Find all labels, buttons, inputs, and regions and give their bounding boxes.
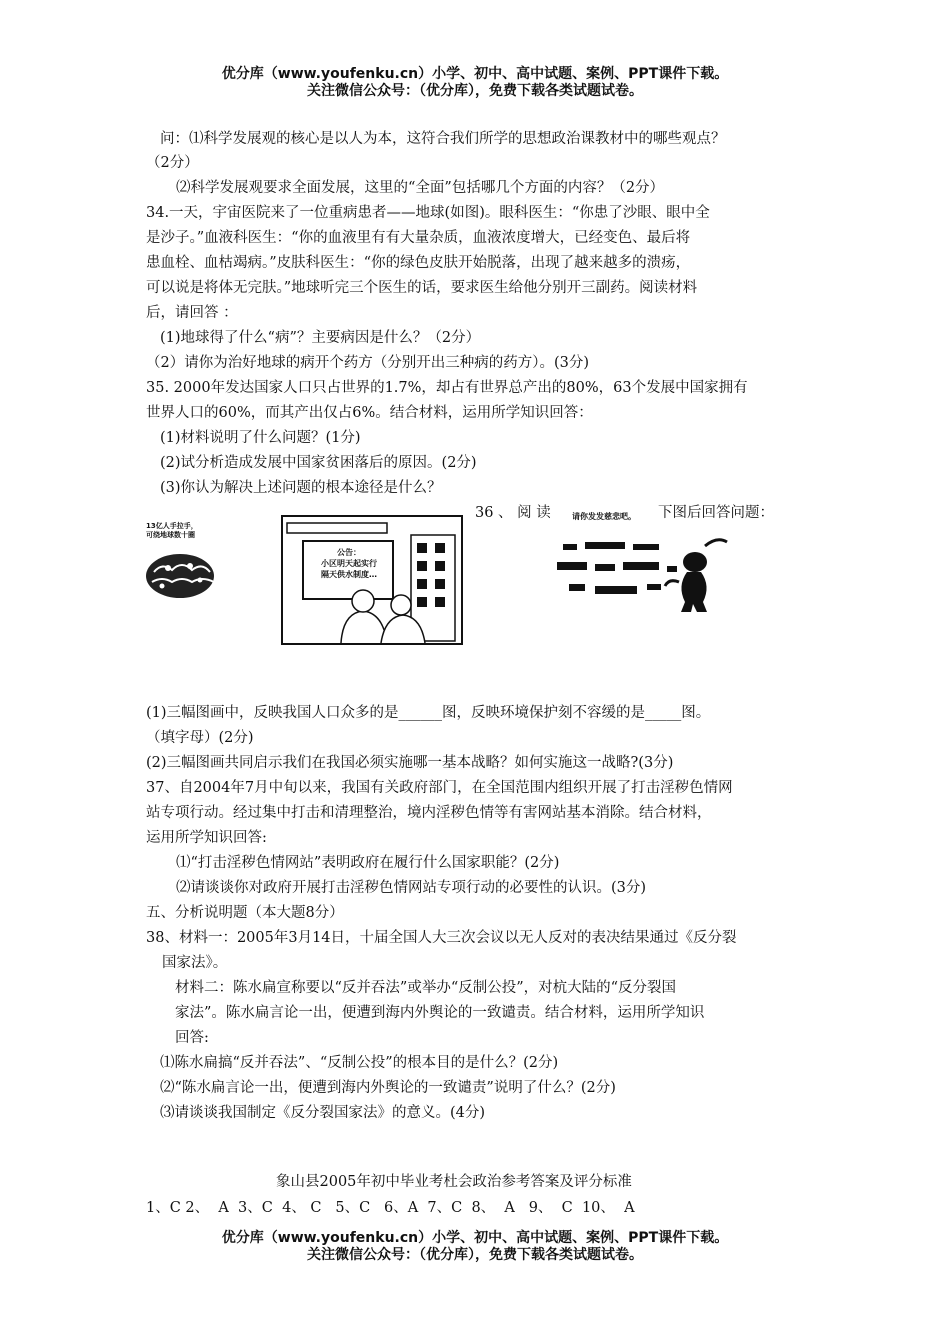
q37-sub2: ⑵请谈谈你对政府开展打击淫秽色情网站专项行动的必要性的认识。(3分) [176,880,647,896]
crying-earth-icon [555,532,775,614]
q33-sub2: ⑵科学发展观要求全面发展，这里的“全面”包括哪几个方面的内容？（2分） [176,180,665,196]
q38-line1: 38、材料一：2005年3月14日，十届全国人大三次会议以无人反对的表决结果通过《反分裂 [146,930,737,946]
answer-key-row: 1、C 2、 A 3、C 4、 C 5、C 6、A 7、C 8、 A 9、 C 10、 A [146,1200,635,1216]
q36-sub2: (2)三幅图画共同启示我们在我国必须实施哪一基本战略？如何实施这一战略?(3分) [146,755,674,771]
q38-sub2: ⑵“陈水扁言论一出，便遭到海内外舆论的一致谴责”说明了什么？(2分) [160,1080,616,1096]
notice-line-1: 小区明天起实行 [321,559,377,568]
header-banner [0,66,950,100]
banner-line-1: 优分库（www.youfenku.cn）小学、初中、高中试题、案例、PPT课件下载。 [221,66,729,82]
notice-title: 公告： [337,548,361,557]
q37-line3: 运用所学知识回答: [146,830,267,846]
notice-board-icon [281,515,463,645]
q35-line2: 世界人口的60%，而其产出仅占6%。结合材料，运用所学知识回答： [146,405,593,421]
q36-prefix: 36 、 阅 读 [475,505,551,521]
figure-a-caption-1: 13亿人手拉手， [146,522,198,530]
section-5-heading: 五、分析说明题（本大题8分） [146,905,344,921]
figure-a-caption-2: 可绕地球数十圈 [146,531,195,539]
q38-material2-line2: 家法”。陈水扁言论一出，便遭到海内外舆论的一致谴责。结合材料，运用所学知识 [175,1005,705,1021]
q35-sub1: (1)材料说明了什么问题？(1分) [160,430,361,446]
q34-sub1: (1)地球得了什么“病”？主要病因是什么？（2分） [160,330,481,346]
q34-line5: 后，请回答 ： [146,305,238,321]
q38-material2-line1: 材料二：陈水扁宣称要以“反并吞法”或举办“反制公投”，对杭大陆的“反分裂国 [175,980,677,996]
q34-line2: 是沙子。”血液科医生：“你的血液里有有大量杂质，血液浓度增大，已经变色、最后将 [146,230,691,246]
q33-sub1-score: （2分） [146,155,199,171]
figure-c-caption: 请你发发慈悲吧。 [572,512,636,521]
q36-sub1-note: （填字母）(2分) [146,730,254,746]
figure-a-population [138,522,228,600]
q38-line2: 国家法》。 [162,955,228,971]
banner-line-2: 关注微信公众号：（优分库），免费下载各类试题试卷。 [307,83,643,99]
footer-banner [0,1230,950,1264]
q37-line1: 37、自2004年7月中旬以来，我国有关政府部门，在全国范围内组织开展了打击淫秽色情网 [146,780,733,796]
q34-line1: 34.一天，宇宙医院来了一位重病患者——地球(如图)。眼科医生：“你患了沙眼、眼中全 [146,205,710,221]
footer-line-1: 优分库（www.youfenku.cn）小学、初中、高中试题、案例、PPT课件下载。 [221,1230,729,1246]
q37-line2: 站专项行动。经过集中打击和清理整治，境内淫秽色情等有害网站基本消除。结合材料， [146,805,712,821]
footer-line-2: 关注微信公众号：（优分库），免费下载各类试题试卷。 [307,1247,643,1263]
q38-sub3: ⑶请谈谈我国制定《反分裂国家法》的意义。(4分) [160,1105,486,1121]
q35-sub3: (3)你认为解决上述问题的根本途径是什么？ [160,480,442,496]
q34-line4: 可以说是将体无完肤。”地球听完三个医生的话，要求医生给他分别开三副药。阅读材料 [146,280,698,296]
figure-c-earth-plea [555,532,775,614]
q37-sub1: ⑴“打击淫秽色情网站”表明政府在履行什么国家职能？(2分) [176,855,560,871]
q36-suffix: 下图后回答问题： [658,505,774,521]
answer-key-title: 象山县2005年初中毕业考杜会政治参考答案及评分标准 [276,1174,632,1190]
notice-line-2: 隔天供水制度… [321,570,377,579]
figure-b-water-notice [281,515,463,645]
q35-sub2: (2)试分析造成发展中国家贫困落后的原因。(2分) [160,455,477,471]
q35-line1: 35. 2000年发达国家人口只占世界的1.7%，却占有世界总产出的80%，63个发展中国家拥有 [146,380,748,396]
q38-material2-line3: 回答: [175,1030,209,1046]
globe-crowd-icon [138,522,228,600]
q38-sub1: ⑴陈水扁搞“反并吞法”、“反制公投”的根本目的是什么？(2分) [160,1055,559,1071]
q34-sub2: （2）请你为治好地球的病开个药方（分别开出三种病的药方）。(3分) [146,355,590,371]
q34-line3: 患血栓、血枯竭病。”皮肤科医生：“你的绿色皮肤开始脱落，出现了越来越多的溃疡， [146,255,691,271]
q36-sub1: (1)三幅图画中，反映我国人口众多的是______图，反映环境保护刻不容缓的是_____图。 [146,705,711,721]
q33-sub1: 问：⑴科学发展观的核心是以人为本，这符合我们所学的思想政治课教材中的哪些观点？ [160,131,726,147]
